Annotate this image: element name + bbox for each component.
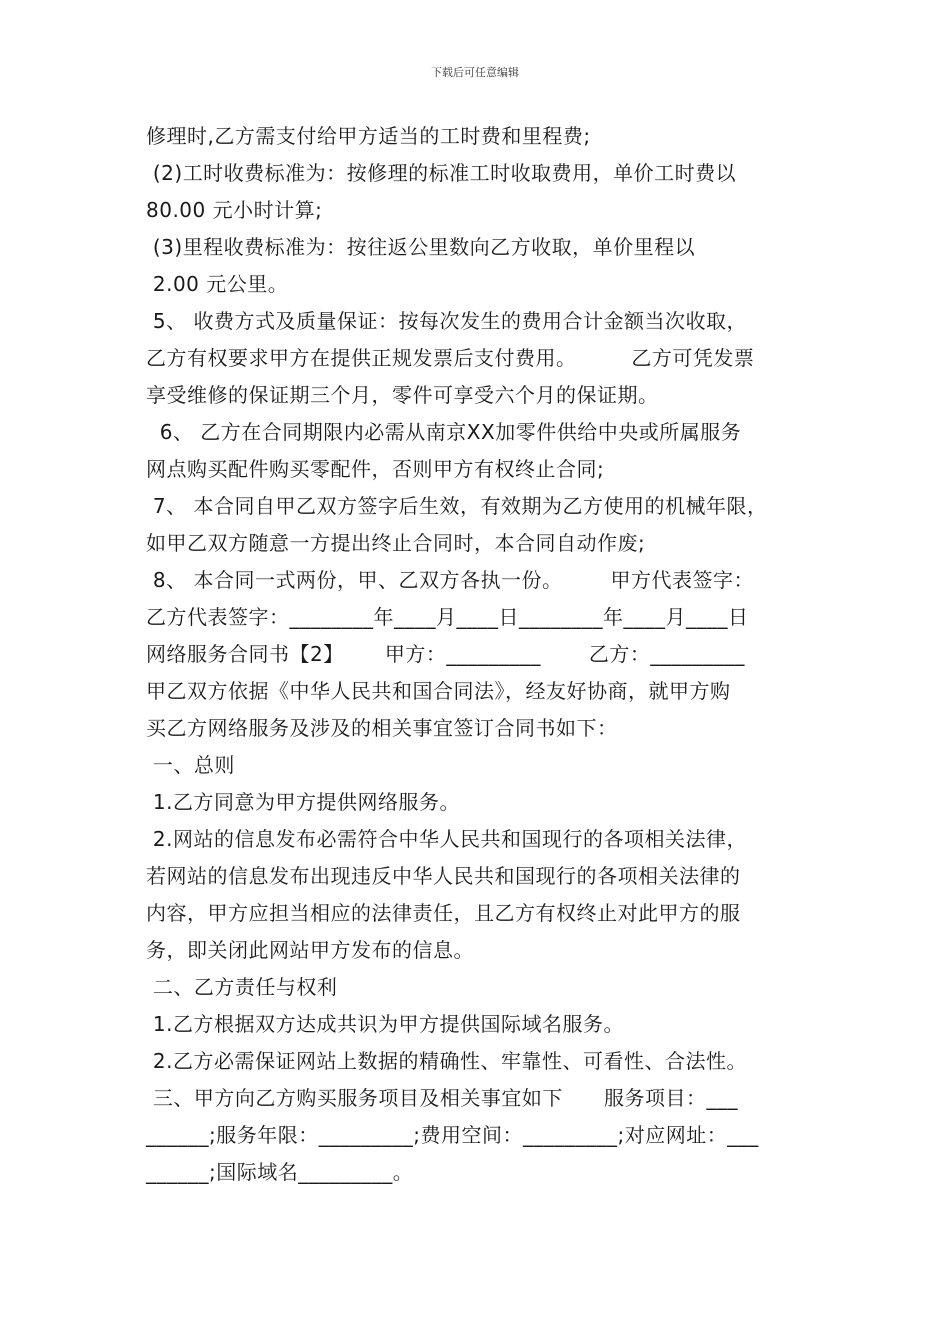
text-line: 5、 收费方式及质量保证：按每次发生的费用合计金额当次收取， <box>146 309 747 333</box>
text-line: 如甲乙双方随意一方提出终止合同时，本合同自动作废; <box>146 531 646 555</box>
text-line: 1.乙方根据双方达成共识为甲方提供国际域名服务。 <box>146 1012 624 1036</box>
text-line: (2)工时收费标准为：按修理的标准工时收取费用，单价工时费以 <box>146 161 737 185</box>
section-heading: 一、总则 <box>146 753 235 777</box>
text-line: 买乙方网络服务及涉及的相关事宜签订合同书如下： <box>146 716 618 740</box>
text-line: 8、 本合同一式两份，甲、乙双方各执一份。 甲方代表签字： <box>146 568 754 592</box>
text-line: ______;服务年限：_________;费用空间：_________;对应网址：___ <box>146 1123 759 1147</box>
text-line: 修理时,乙方需支付给甲方适当的工时费和里程费; <box>146 124 591 148</box>
text-line: 1.乙方同意为甲方提供网络服务。 <box>146 790 460 814</box>
text-line: 2.乙方必需保证网站上数据的精确性、牢靠性、可看性、合法性。 <box>146 1049 747 1073</box>
text-line: 乙方有权要求甲方在提供正规发票后支付费用。 乙方可凭发票 <box>146 346 755 370</box>
section-heading: 二、乙方责任与权利 <box>146 975 338 999</box>
text-line: 乙方代表签字：________年____月____日________年____月____日 <box>146 605 749 629</box>
text-line: (3)里程收费标准为：按往返公里数向乙方收取，单价里程以 <box>146 235 696 259</box>
text-line: 甲乙双方依据《中华人民共和国合同法》，经友好协商，就甲方购 <box>146 679 731 703</box>
text-line: 7、 本合同自甲乙双方签字后生效，有效期为乙方使用的机械年限， <box>146 494 768 518</box>
text-line: 网点购买配件购买零配件，否则甲方有权终止合同; <box>146 457 605 481</box>
text-line: 享受维修的保证期三个月，零件可享受六个月的保证期。 <box>146 383 659 407</box>
text-line: 6、 乙方在合同期限内必需从南京XX加零件供给中央或所属服务 <box>146 420 742 444</box>
text-line: 网络服务合同书【2】 甲方：_________ 乙方：_________ <box>146 642 745 666</box>
text-line: 2.网站的信息发布必需符合中华人民共和国现行的各项相关法律， <box>146 827 747 851</box>
text-line: ______;国际域名_________。 <box>146 1160 414 1184</box>
text-line: 若网站的信息发布出现违反中华人民共和国现行的各项相关法律的 <box>146 864 741 888</box>
text-line: 2.00 元公里。 <box>146 272 289 296</box>
contract-body <box>146 118 826 1191</box>
page-header: 下载后可任意编辑 <box>431 66 519 79</box>
text-line: 三、甲方向乙方购买服务项目及相关事宜如下 服务项目：___ <box>146 1086 739 1110</box>
text-line: 务，即关闭此网站甲方发布的信息。 <box>146 938 474 962</box>
text-line: 80.00 元小时计算; <box>146 198 323 222</box>
text-line: 内容，甲方应担当相应的法律责任，且乙方有权终止对此甲方的服 <box>146 901 741 925</box>
